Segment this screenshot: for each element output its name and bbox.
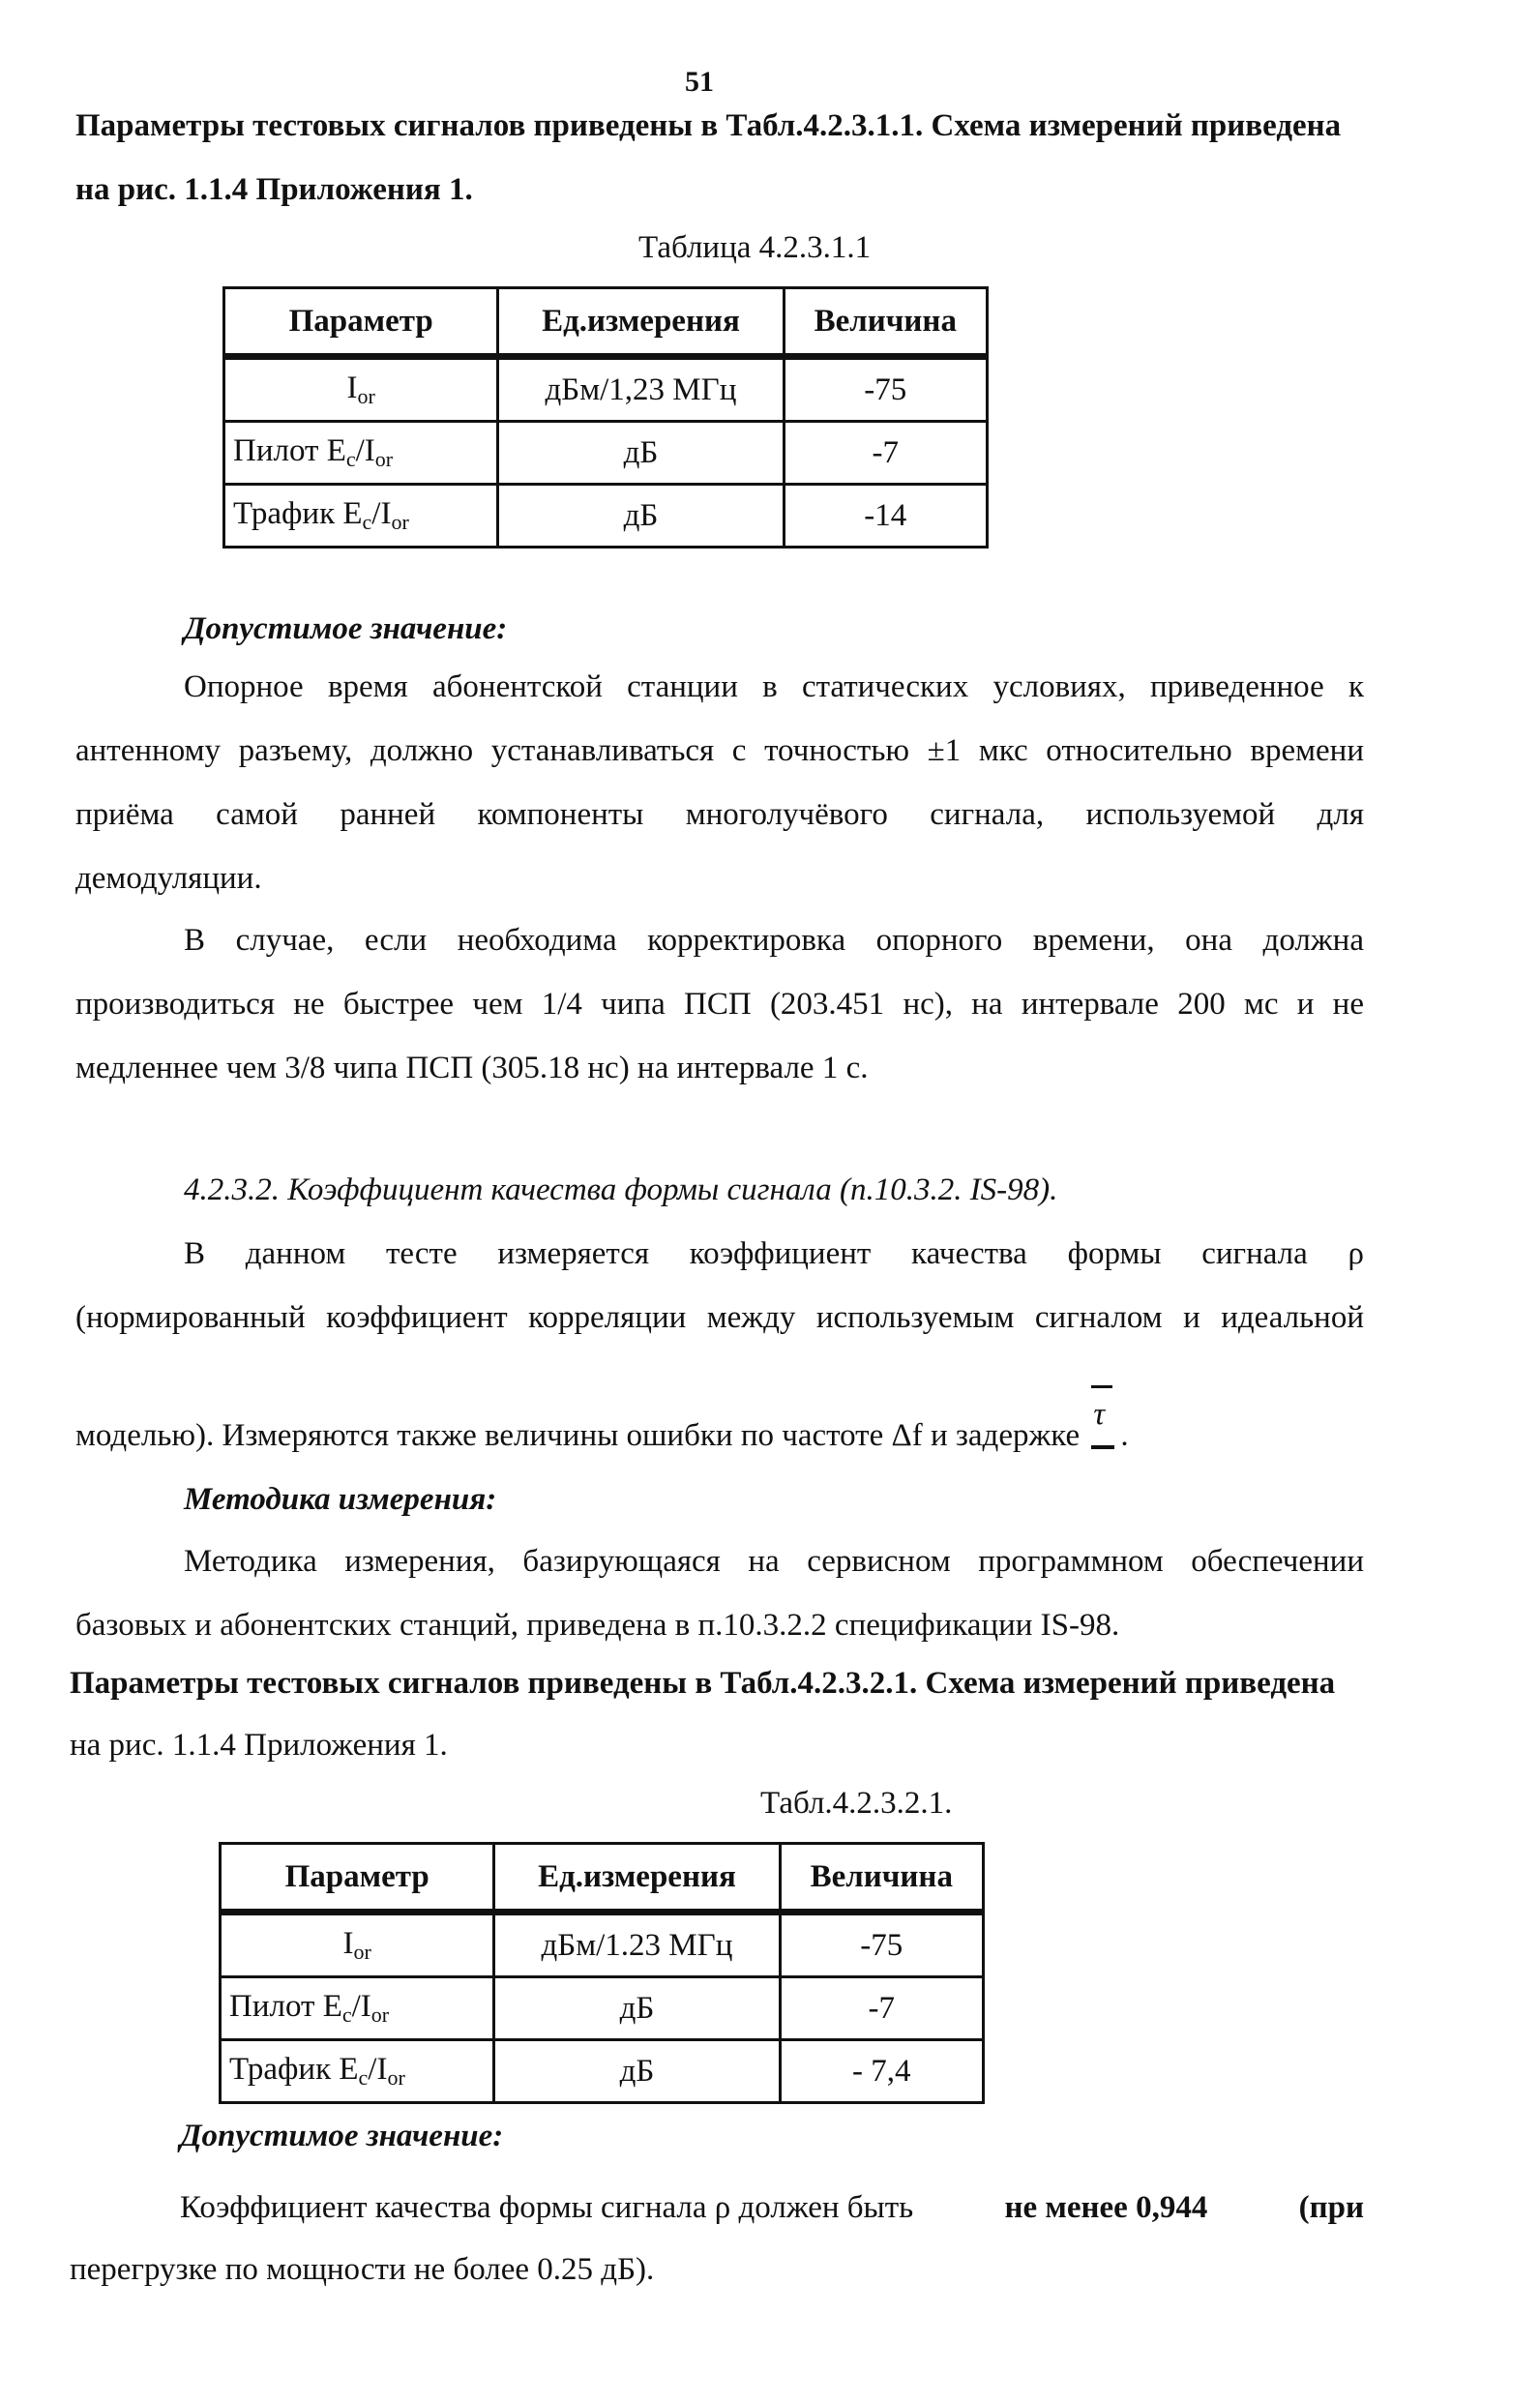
allowed-heading-1: Допустимое значение: [184, 611, 508, 646]
table2-cell-unit: дБм/1.23 МГц [494, 1913, 780, 1977]
table1-cell-param: Пилот $E_c/I_{or}$ [224, 422, 498, 485]
table1-caption: Таблица 4.2.3.1.1 [638, 230, 872, 265]
allowed2-line-1 [180, 2188, 1364, 2227]
table1-cell-unit: дБ [498, 485, 784, 548]
table-row [221, 1913, 984, 1977]
table2-header-param: Параметр [221, 1844, 494, 1913]
allowed-heading-2: Допустимое значение: [180, 2119, 504, 2153]
method-line-2: базовых и абонентских станций, приведена в п.10.3.2.2 спецификации IS-98. [75, 1608, 1120, 1643]
method-line-1: Методика измерения, базирующаяся на сервисном программном обеспечении [184, 1544, 1364, 1579]
table-row [224, 422, 988, 485]
table-row [224, 357, 988, 422]
method-heading: Методика измерения: [184, 1482, 497, 1517]
section-line-1: В данном тесте измеряется коэффициент качества формы сигнала ρ [184, 1236, 1364, 1271]
tau-overbar [1091, 1385, 1112, 1388]
allowed2-text-a: Коэффициент качества формы сигнала ρ должен быть [180, 2190, 914, 2225]
allowed1-line-5: В случае, если необходима корректировка опорного времени, она должна [184, 923, 1364, 958]
table1-cell-value: -75 [784, 357, 987, 422]
table1-header-value: Величина [784, 288, 987, 357]
table1 [222, 286, 989, 549]
table2 [219, 1842, 985, 2104]
tau-underbar [1091, 1445, 1114, 1449]
table2-header-row [221, 1844, 984, 1913]
allowed1-line-6: производиться не быстрее чем 1/4 чипа ПСП (203.451 нс), на интервале 200 мс и не [75, 987, 1364, 1022]
table2-cell-unit: дБ [494, 1977, 780, 2040]
table-row [221, 2040, 984, 2103]
table1-cell-param: Трафик $E_c/I_{or}$ [224, 485, 498, 548]
table2-cell-param: $I_{or}$ [221, 1913, 494, 1977]
table1-cell-value: -14 [784, 485, 987, 548]
method-line-4: на рис. 1.1.4 Приложения 1. [70, 1728, 448, 1763]
table2-header-unit: Ед.измерения [494, 1844, 780, 1913]
table2-caption: Табл.4.2.3.2.1. [760, 1786, 953, 1821]
table2-header-value: Величина [780, 1844, 983, 1913]
allowed1-line-3: приёма самой ранней компоненты многолучёвого сигнала, используемой для [75, 797, 1364, 832]
table1-header-param: Параметр [224, 288, 498, 357]
table2-cell-value: - 7,4 [780, 2040, 983, 2103]
table1-header-row [224, 288, 988, 357]
allowed1-line-7: медленнее чем 3/8 чипа ПСП (305.18 нс) на интервале 1 с. [75, 1051, 869, 1085]
table2-cell-param: Трафик $E_c/I_{or}$ [221, 2040, 494, 2103]
table2-cell-value: -7 [780, 1977, 983, 2040]
tau-symbol: τ [1087, 1416, 1120, 1455]
table2-cell-unit: дБ [494, 2040, 780, 2103]
table1-cell-param: $I_{or}$ [224, 357, 498, 422]
table1-cell-unit: дБ [498, 422, 784, 485]
allowed1-line-1: Опорное время абонентской станции в статических условиях, приведенное к [184, 669, 1364, 704]
intro-line-1: Параметры тестовых сигналов приведены в Табл.4.2.3.1.1. Схема измерений приведена [75, 108, 1342, 143]
table-row [224, 485, 988, 548]
table2-cell-param: Пилот $E_c/I_{or}$ [221, 1977, 494, 2040]
table1-cell-unit: дБм/1,23 МГц [498, 357, 784, 422]
allowed1-line-4: демодуляции. [75, 861, 262, 896]
allowed2-line-2: перегрузке по мощности не более 0.25 дБ). [70, 2252, 655, 2287]
table2-cell-value: -75 [780, 1913, 983, 1977]
section-line-2: (нормированный коэффициент корреляции между используемым сигналом и идеальной [75, 1300, 1364, 1335]
page-number: 51 [685, 66, 714, 98]
intro-line-2: на рис. 1.1.4 Приложения 1. [75, 172, 473, 207]
table1-header-unit: Ед.измерения [498, 288, 784, 357]
section-heading: 4.2.3.2. Коэффициент качества формы сигнала (п.10.3.2. IS-98). [184, 1172, 1058, 1207]
table-row [221, 1977, 984, 2040]
allowed1-line-2: антенному разъему, должно устанавливаться с точностью ±1 мкс относительно времени [75, 733, 1364, 768]
allowed2-text-b: не менее 0,944 [1004, 2190, 1208, 2225]
section-line-3: моделью). Измеряются также величины ошибки по частоте Δf и задержке τ . [75, 1416, 1129, 1455]
method-line-3: Параметры тестовых сигналов приведены в Табл.4.2.3.2.1. Схема измерений приведена [70, 1666, 1336, 1701]
table1-cell-value: -7 [784, 422, 987, 485]
allowed2-text-c: (при [1298, 2190, 1364, 2225]
